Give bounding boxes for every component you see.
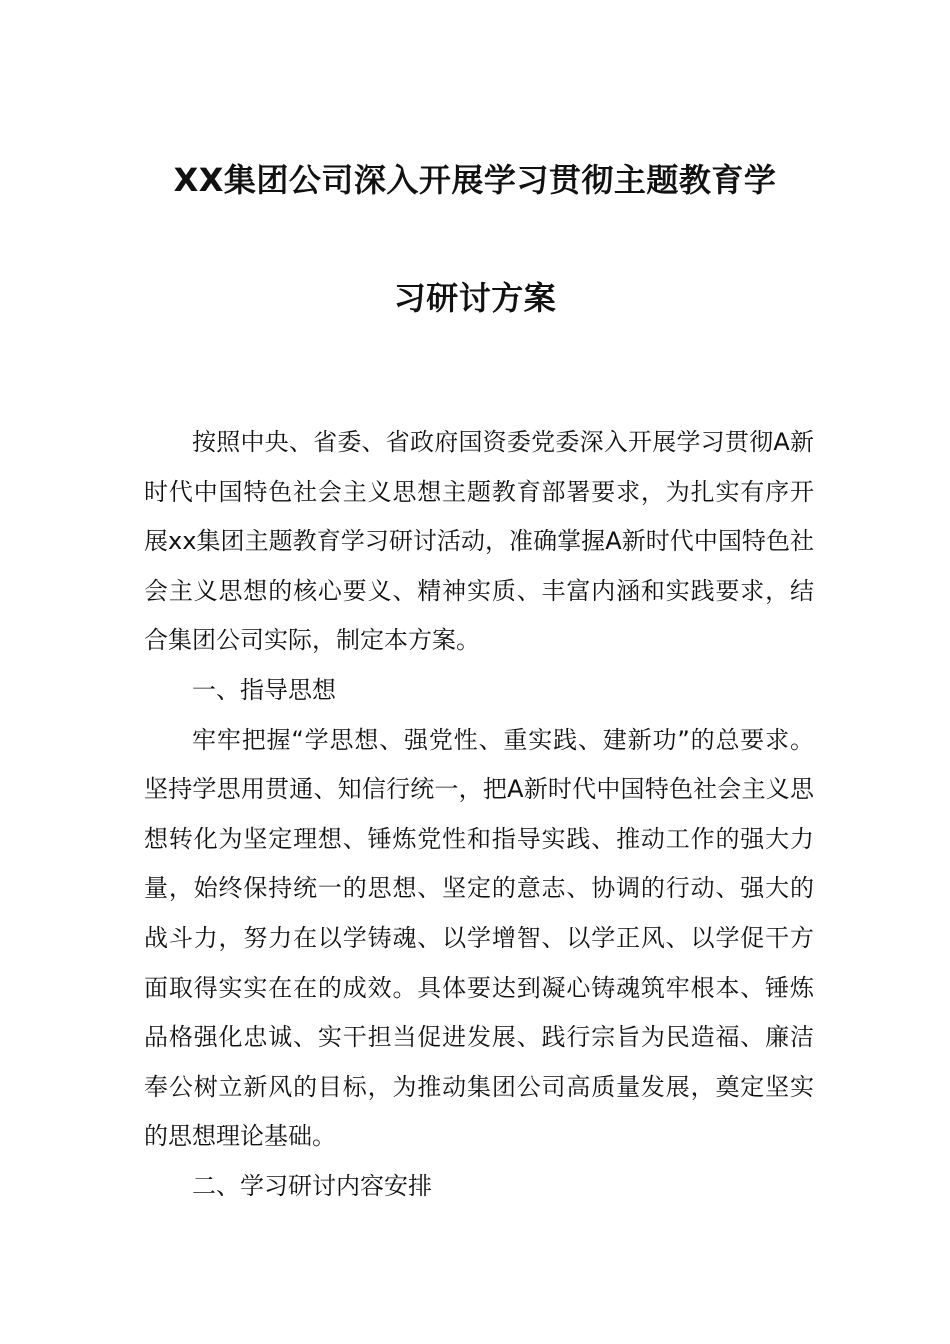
document-title-line-1: XX集团公司深入开展学习贯彻主题教育学 xyxy=(173,161,777,199)
section-heading-study-arrangement: 二、学习研讨内容安排 xyxy=(192,1171,432,1200)
section-heading-guiding-thought: 一、指导思想 xyxy=(192,675,336,704)
intro-paragraph: 按照中央、省委、省政府国资委党委深入开展学习贯彻A新时代中国特色社会主义思想主题教育部署要求，为扎实有序开展xx集团主题教育学习研讨活动，准确掌握A新时代中国特色社会主义思想的核心要义、精神实质、丰富内涵和实践要求，结合集团公司实际，制定本方案。 xyxy=(144,428,814,655)
document-body xyxy=(144,418,814,1212)
guiding-thought-paragraph: 牢牢把握“学思想、强党性、重实践、建新功”的总要求。坚持学思用贯通、知信行统一，把A新时代中国特色社会主义思想转化为坚定理想、锤炼党性和指导实践、推动工作的强大力量，始终保持统一的思想、坚定的意志、协调的行动、强大的战斗力，努力在以学铸魂、以学增智、以学正风、以学促干方面取得实实在在的成效。具体要达到凝心铸魂筑牢根本、锤炼品格强化忠诚、实干担当促进发展、践行宗旨为民造福、廉洁奉公树立新风的目标，为推动集团公司高质量发展，奠定坚实的思想理论基础。 xyxy=(144,725,814,1151)
document-title-line-2: 习研讨方案 xyxy=(393,279,557,317)
